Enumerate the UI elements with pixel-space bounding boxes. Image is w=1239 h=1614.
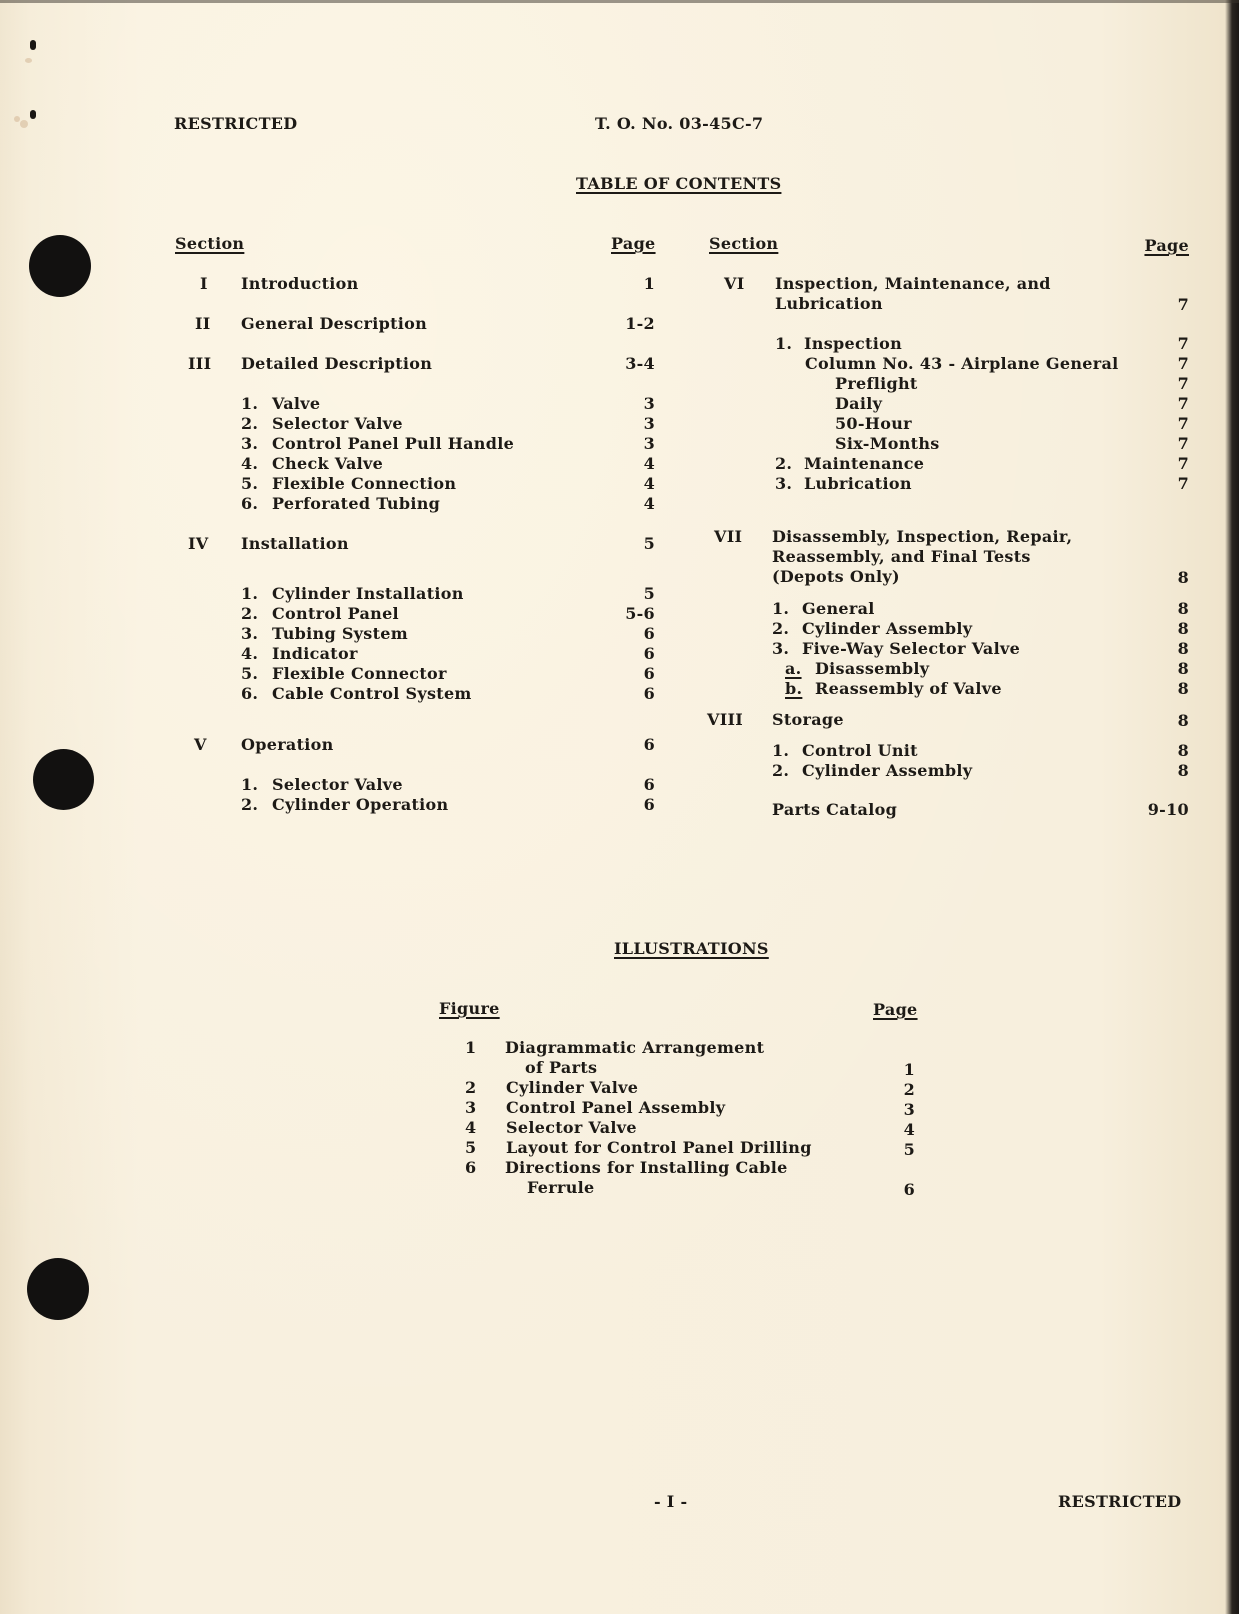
toc-item[interactable]: Cylinder Operation (272, 795, 449, 814)
figure-entry[interactable]: Control Panel Assembly (506, 1098, 726, 1117)
item-number: 2. (772, 619, 790, 638)
right-page-header: Page (1144, 236, 1189, 255)
figure-entry[interactable]: Directions for Installing Cable (505, 1158, 788, 1177)
paper-stain (25, 58, 32, 63)
right-section-header: Section (709, 234, 779, 253)
figure-number: 6 (465, 1158, 477, 1177)
document-number: T. O. No. 03-45C-7 (595, 114, 764, 133)
page-number: 1-2 (625, 314, 655, 333)
toc-item[interactable]: Control Unit (802, 741, 918, 760)
footer-classification: RESTRICTED (1058, 1492, 1182, 1511)
page-number: 8 (1177, 679, 1189, 698)
toc-item[interactable]: Check Valve (272, 454, 384, 473)
item-number: 1. (775, 334, 793, 353)
page-number: 8 (1177, 761, 1189, 780)
page-number: 5 (643, 534, 655, 553)
toc-entry-operation[interactable]: Operation (241, 735, 334, 754)
item-number: 4. (241, 644, 259, 663)
toc-entry-detailed-description[interactable]: Detailed Description (241, 354, 433, 373)
page-number: 6 (643, 624, 655, 643)
toc-item[interactable]: Selector Valve (272, 414, 403, 433)
header-classification: RESTRICTED (174, 114, 298, 133)
figure-number: 5 (465, 1138, 477, 1157)
figure-number: 1 (465, 1038, 477, 1057)
illustrations-title: ILLUSTRATIONS (614, 939, 769, 958)
ink-speck (30, 110, 36, 119)
section-number: III (188, 354, 212, 373)
toc-item[interactable]: Reassembly of Valve (815, 679, 1002, 698)
toc-item[interactable]: Maintenance (804, 454, 925, 473)
item-number: 1. (241, 394, 259, 413)
footer-page-number: - I - (654, 1492, 688, 1511)
toc-item[interactable]: Column No. 43 - Airplane General (805, 354, 1119, 373)
toc-item[interactable]: Valve (272, 394, 321, 413)
toc-entry-parts-catalog[interactable]: Parts Catalog (772, 800, 898, 819)
page-number: 3 (643, 434, 655, 453)
toc-entry-storage[interactable]: Storage (772, 710, 844, 729)
section-number: V (194, 735, 207, 754)
item-number: 3. (241, 624, 259, 643)
page-number: 6 (643, 795, 655, 814)
section-number: I (200, 274, 208, 293)
figure-entry[interactable]: Diagrammatic Arrangement (505, 1038, 765, 1057)
page-number: 8 (1177, 711, 1189, 730)
page-number: 5 (903, 1140, 915, 1159)
punch-hole-bottom (27, 1258, 89, 1320)
toc-item[interactable]: Perforated Tubing (272, 494, 441, 513)
item-number: 2. (775, 454, 793, 473)
page-number: 4 (903, 1120, 915, 1139)
figure-entry-cont[interactable]: of Parts (525, 1058, 598, 1077)
toc-item[interactable]: Selector Valve (272, 775, 403, 794)
toc-item[interactable]: Cylinder Installation (272, 584, 464, 603)
toc-item[interactable]: Flexible Connector (272, 664, 447, 683)
section-number: VII (714, 527, 743, 546)
page-number: 4 (643, 474, 655, 493)
page-number: 8 (1177, 619, 1189, 638)
page-number: 7 (1177, 414, 1189, 433)
toc-item[interactable]: Control Panel Pull Handle (272, 434, 515, 453)
toc-entry-inspection-maintenance-cont[interactable]: Lubrication (775, 294, 883, 313)
page-number: 5-6 (625, 604, 655, 623)
page-number: 7 (1177, 434, 1189, 453)
item-number: 6. (241, 684, 259, 703)
figure-number: 3 (465, 1098, 477, 1117)
page-number: 1 (903, 1060, 915, 1079)
paper-stain (20, 120, 28, 128)
figure-entry[interactable]: Selector Valve (506, 1118, 637, 1137)
toc-entry-installation[interactable]: Installation (241, 534, 349, 553)
item-number: 4. (241, 454, 259, 473)
toc-item[interactable]: Control Panel (272, 604, 399, 623)
toc-item[interactable]: Flexible Connection (272, 474, 457, 493)
page-number: 1 (643, 274, 655, 293)
page-number: 9-10 (1147, 800, 1189, 819)
page-number: 7 (1177, 394, 1189, 413)
left-page-header: Page (611, 234, 656, 253)
item-number: 1. (241, 775, 259, 794)
page-number: 3-4 (625, 354, 655, 373)
item-number: 2. (241, 795, 259, 814)
toc-item[interactable]: Disassembly (815, 659, 930, 678)
page-number: 7 (1177, 454, 1189, 473)
page-number: 7 (1177, 295, 1189, 314)
toc-item[interactable]: 50-Hour (835, 414, 912, 433)
page-number: 6 (643, 664, 655, 683)
toc-item[interactable]: Daily (835, 394, 883, 413)
item-number: 1. (241, 584, 259, 603)
figure-entry-cont[interactable]: Ferrule (527, 1178, 595, 1197)
item-number: 2. (241, 414, 259, 433)
page-number: 8 (1177, 599, 1189, 618)
item-number: 3. (775, 474, 793, 493)
item-number: 1. (772, 741, 790, 760)
punch-hole-middle (33, 749, 94, 810)
item-letter: b. (785, 679, 803, 698)
illustrations-page-header: Page (873, 1000, 918, 1019)
figure-number: 2 (465, 1078, 477, 1097)
toc-entry-general-description[interactable]: General Description (241, 314, 428, 333)
item-number: 5. (241, 474, 259, 493)
toc-entry-inspection-maintenance[interactable]: Inspection, Maintenance, and (775, 274, 1051, 293)
toc-item[interactable]: Cylinder Assembly (802, 619, 973, 638)
page-edge (0, 0, 1239, 3)
item-number: 2. (241, 604, 259, 623)
section-number: IV (188, 534, 209, 553)
item-number: 5. (241, 664, 259, 683)
item-number: 3. (241, 434, 259, 453)
toc-item[interactable]: Five-Way Selector Valve (802, 639, 1021, 658)
toc-entry-introduction[interactable]: Introduction (241, 274, 359, 293)
page-number: 8 (1177, 639, 1189, 658)
page-number: 7 (1177, 334, 1189, 353)
page-number: 5 (643, 584, 655, 603)
toc-item[interactable]: Tubing System (272, 624, 408, 643)
page-number: 8 (1177, 741, 1189, 760)
section-number: II (195, 314, 211, 333)
page-number: 7 (1177, 374, 1189, 393)
item-number: 2. (772, 761, 790, 780)
section-number: VIII (707, 710, 744, 729)
punch-hole-top (29, 235, 91, 297)
item-letter: a. (785, 659, 802, 678)
page-number: 4 (643, 454, 655, 473)
page-number: 2 (903, 1080, 915, 1099)
page-number: 6 (903, 1180, 915, 1199)
page-number: 8 (1177, 568, 1189, 587)
page-number: 7 (1177, 474, 1189, 493)
figure-header: Figure (439, 999, 500, 1018)
page-number: 3 (903, 1100, 915, 1119)
toc-item[interactable]: Preflight (835, 374, 918, 393)
page-number: 3 (643, 414, 655, 433)
toc-item[interactable]: General (802, 599, 875, 618)
page-number: 6 (643, 735, 655, 754)
toc-item[interactable]: Cable Control System (272, 684, 472, 703)
left-section-header: Section (175, 234, 245, 253)
item-number: 1. (772, 599, 790, 618)
toc-entry-disassembly-cont[interactable]: Reassembly, and Final Tests (772, 547, 1031, 566)
toc-item[interactable]: Inspection (804, 334, 903, 353)
ink-speck (30, 40, 36, 50)
toc-entry-disassembly[interactable]: Disassembly, Inspection, Repair, (772, 527, 1073, 546)
section-number: VI (724, 274, 745, 293)
page-number: 6 (643, 775, 655, 794)
paper-stain (14, 116, 20, 122)
page-number: 8 (1177, 659, 1189, 678)
toc-title: TABLE OF CONTENTS (576, 174, 782, 193)
figure-number: 4 (465, 1118, 477, 1137)
toc-item[interactable]: Lubrication (804, 474, 912, 493)
figure-entry[interactable]: Layout for Control Panel Drilling (506, 1138, 812, 1157)
item-number: 3. (772, 639, 790, 658)
item-number: 6. (241, 494, 259, 513)
toc-item[interactable]: Indicator (272, 644, 358, 663)
page-number: 7 (1177, 354, 1189, 373)
page-number: 4 (643, 494, 655, 513)
toc-entry-disassembly-cont[interactable]: (Depots Only) (772, 567, 900, 586)
toc-item[interactable]: Cylinder Assembly (802, 761, 973, 780)
page-number: 6 (643, 644, 655, 663)
figure-entry[interactable]: Cylinder Valve (506, 1078, 639, 1097)
page-number: 6 (643, 684, 655, 703)
page-number: 3 (643, 394, 655, 413)
toc-item[interactable]: Six-Months (835, 434, 940, 453)
